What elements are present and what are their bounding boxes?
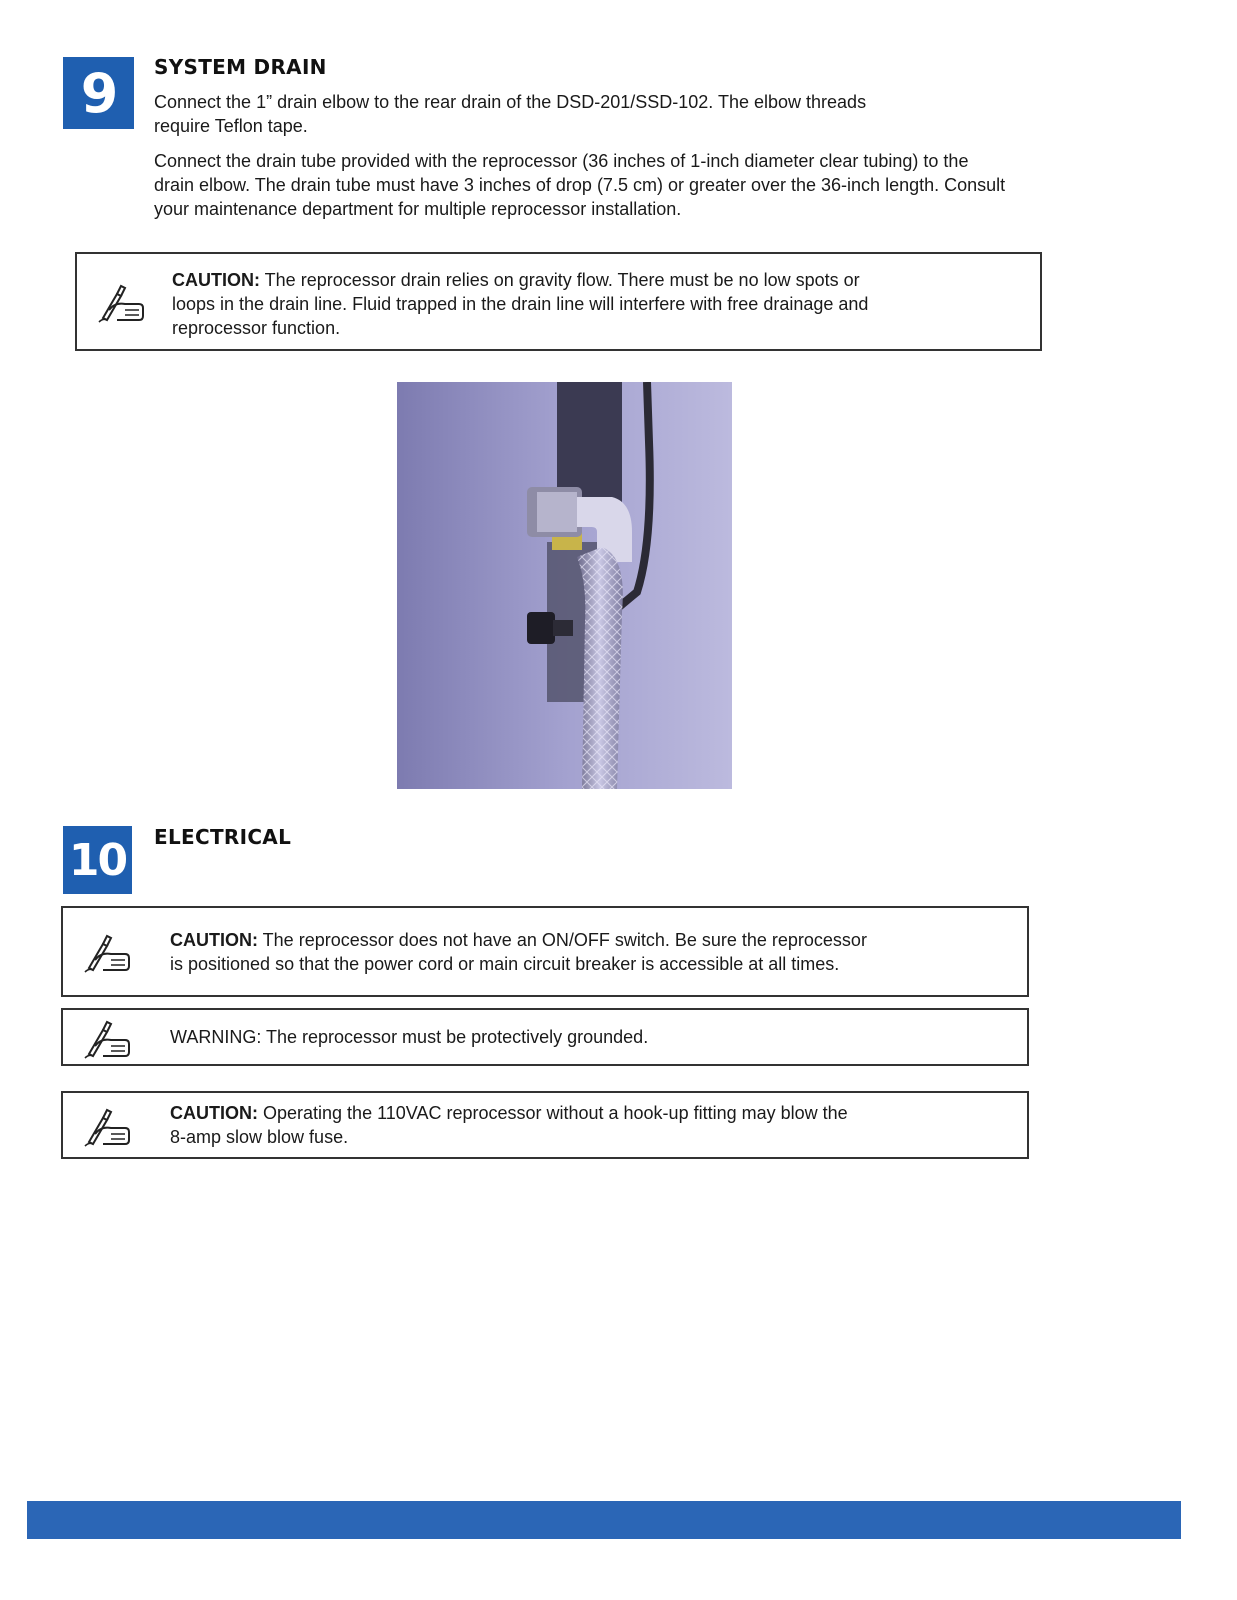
caution-2-line-2: 8-amp slow blow fuse. xyxy=(170,1127,349,1147)
step-10-number: 10 xyxy=(68,834,127,886)
caution-2-line-1: Operating the 110VAC reprocessor without a hook-up fitting may blow the xyxy=(258,1103,848,1123)
footer-bar xyxy=(27,1501,1181,1539)
caution-2-label: CAUTION: xyxy=(170,1103,258,1123)
step-9-para1-line-1: Connect the 1” drain elbow to the rear drain of the DSD-201/SSD-102. The elbow threads xyxy=(154,92,867,112)
pen-hand-icon xyxy=(81,930,133,974)
caution-line-3: reprocessor function. xyxy=(172,318,341,338)
step-9-caution-box xyxy=(75,252,1042,351)
step-9-paragraph-2 xyxy=(154,149,1194,221)
caution-1-line-2: is positioned so that the power cord or main circuit breaker is accessible at all times. xyxy=(170,954,840,974)
step-9-number: 9 xyxy=(80,61,117,125)
step-9-para2-line-2: drain elbow. The drain tube must have 3 inches of drop (7.5 cm) or greater over the 36-inch length. Consult xyxy=(154,175,1006,195)
step-10-warning-text: WARNING: The reprocessor must be protectively grounded. xyxy=(170,1027,649,1047)
caution-1-line-1: The reprocessor does not have an ON/OFF switch. Be sure the reprocessor xyxy=(258,930,867,950)
drain-elbow-illustration xyxy=(397,382,732,789)
step-9-title: SYSTEM DRAIN xyxy=(154,55,327,79)
step-9-caution-text xyxy=(172,268,1032,340)
caution-line-1: The reprocessor drain relies on gravity flow. There must be no low spots or xyxy=(260,270,860,290)
step-10-caution-1-text xyxy=(170,928,1020,976)
pen-hand-icon xyxy=(81,1104,133,1148)
step-10-caution-box-1 xyxy=(61,906,1029,997)
pen-hand-icon xyxy=(81,1016,133,1060)
caution-line-2: loops in the drain line. Fluid trapped in the drain line will interfere with free drainage and xyxy=(172,294,869,314)
step-10-caution-box-2 xyxy=(61,1091,1029,1159)
caution-label: CAUTION: xyxy=(172,270,260,290)
step-9-badge xyxy=(63,57,134,129)
step-10-warning-box xyxy=(61,1008,1029,1066)
step-9-para1-line-2: require Teflon tape. xyxy=(154,116,308,136)
drain-elbow-photo xyxy=(397,382,732,789)
step-10-caution-2-text xyxy=(170,1101,1020,1149)
step-9-paragraph-1 xyxy=(154,90,1174,138)
pen-hand-icon xyxy=(95,280,147,324)
step-10-title: ELECTRICAL xyxy=(154,825,292,849)
step-9-para2-line-3: your maintenance department for multiple reprocessor installation. xyxy=(154,199,682,219)
caution-1-label: CAUTION: xyxy=(170,930,258,950)
step-10-badge xyxy=(63,826,132,894)
step-9-para2-line-1: Connect the drain tube provided with the reprocessor (36 inches of 1-inch diameter clear tubing) to the xyxy=(154,151,969,171)
